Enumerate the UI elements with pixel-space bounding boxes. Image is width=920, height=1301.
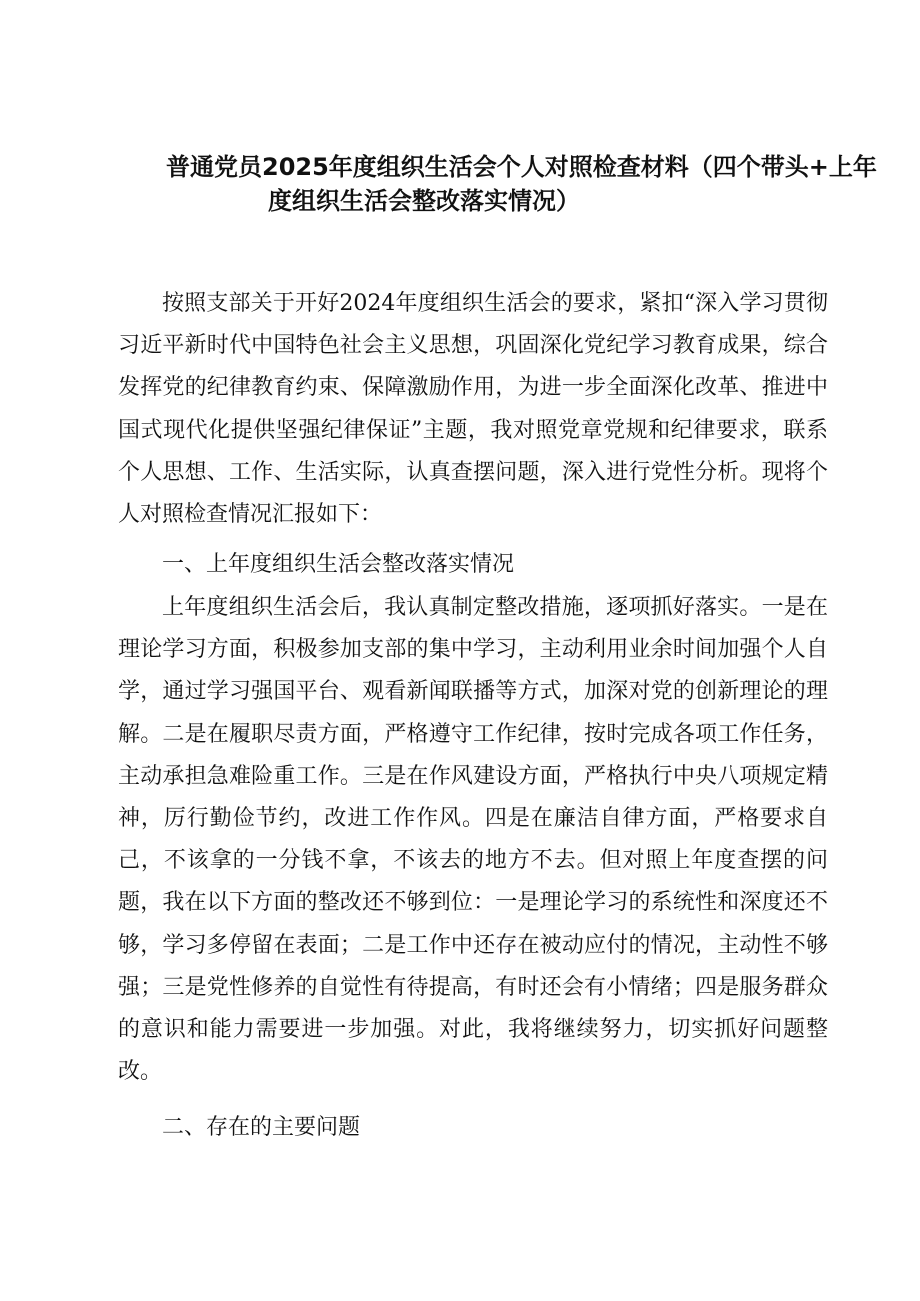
- section-2-heading: 二、存在的主要问题: [162, 1115, 361, 1140]
- intro-block: [118, 283, 828, 536]
- document-title: [118, 150, 877, 218]
- section-1-block: [118, 587, 828, 1093]
- title-line-1: 普通党员2025年度组织生活会个人对照检查材料（四个带头+上年: [166, 153, 877, 181]
- intro-paragraph: 按照支部关于开好2024年度组织生活会的要求，紧扣“深入学习贯彻习近平新时代中国特色社会主义思想，巩固深化党纪学习教育成果，综合发挥党的纪律教育约束、保障激励作用，为进一步全面深化改革、推进中国式现代化提供坚强纪律保证”主题，我对照党章党规和纪律要求，联系个人思想、工作、生活实际，认真查摆问题，深入进行党性分析。现将个人对照检查情况汇报如下：: [118, 291, 828, 528]
- section-1-heading: 一、上年度组织生活会整改落实情况: [162, 552, 515, 577]
- title-line-2: 度组织生活会整改落实情况）: [268, 187, 580, 215]
- section-1-paragraph: 上年度组织生活会后，我认真制定整改措施，逐项抓好落实。一是在理论学习方面，积极参加支部的集中学习，主动利用业余时间加强个人自学，通过学习强国平台、观看新闻联播等方式，加深对党的创新理论的理解。二是在履职尽责方面，严格遵守工作纪律，按时完成各项工作任务，主动承担急难险重工作。三是在作风建设方面，严格执行中央八项规定精神，厉行勤俭节约，改进工作作风。四是在廉洁自律方面，严格要求自己，不该拿的一分钱不拿，不该去的地方不去。但对照上年度查摆的问题，我在以下方面的整改还不够到位：一是理论学习的系统性和深度还不够，学习多停留在表面；二是工作中还存在被动应付的情况，主动性不够强；三是党性修养的自觉性有待提高，有时还会有小情绪；四是服务群众的意识和能力需要进一步加强。对此，我将继续努力，切实抓好问题整改。: [118, 595, 828, 1085]
